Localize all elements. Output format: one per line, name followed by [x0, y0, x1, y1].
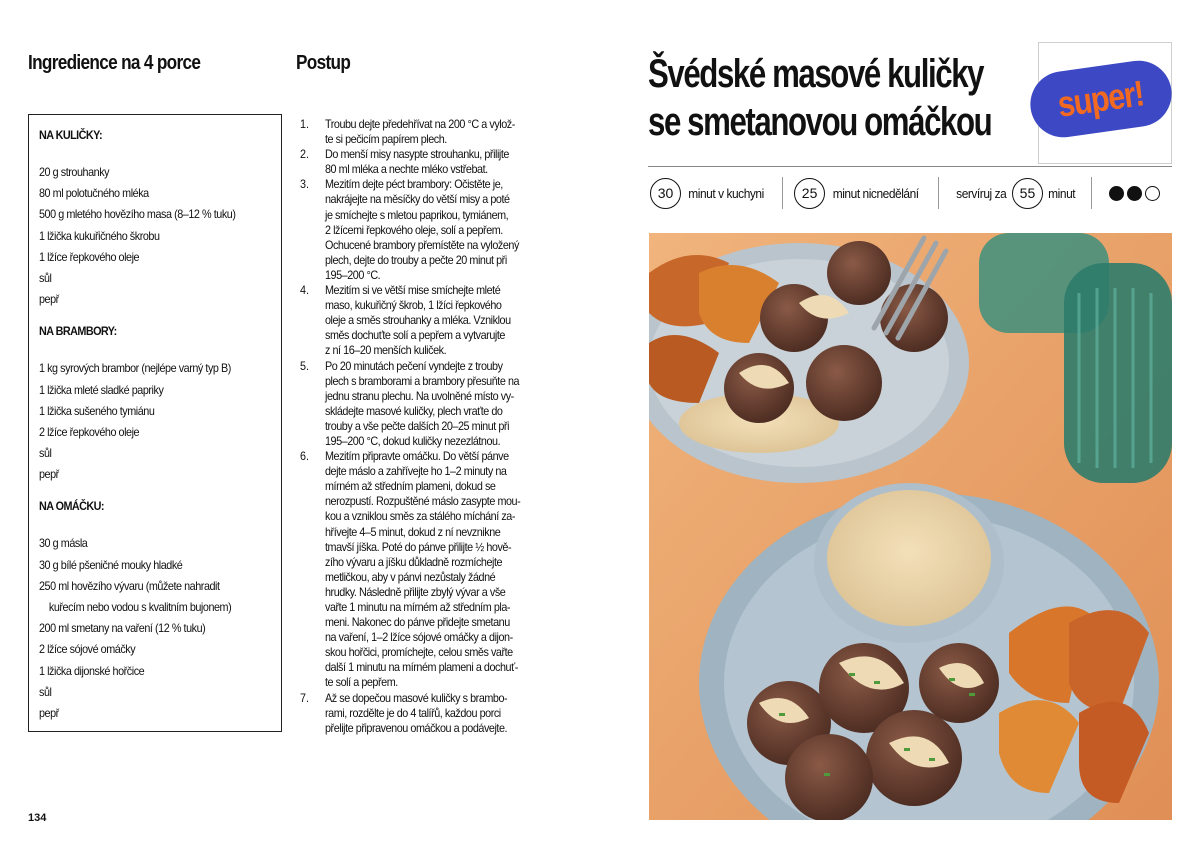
method-step: [300, 449, 565, 691]
serve-time: [950, 178, 1081, 209]
method-steps: [300, 117, 565, 736]
step-text-line: jednu stranu plechu. Na uvolněné místo vy-: [325, 388, 514, 403]
step-text-line: směs dochuťte solí a pepřem a vytvarujte: [325, 328, 505, 343]
difficulty-dot: [1127, 186, 1142, 201]
step-text-line: nakrájejte na měsíčky do větší misy a poté: [325, 192, 510, 207]
ingredients-title: Ingredience na 4 porce: [28, 52, 201, 74]
step-number: 6.: [300, 449, 310, 464]
idle-label: minut nicnedělání: [832, 185, 919, 201]
method-step: [300, 359, 565, 450]
step-text-line: 80 ml mléka a nechte mléko vstřebat.: [325, 162, 488, 177]
recipe-title-line: Švédské masové kuličky: [648, 52, 984, 96]
step-text-line: meni. Nakonec do pánve přidejte smetanu: [325, 615, 510, 630]
divider: [648, 166, 1172, 167]
step-text-line: Do menší misy nasypte strouhanku, přilijte: [325, 147, 509, 162]
section-heading: NA KULIČKY:: [39, 128, 103, 142]
step-text-line: plech, dejte do trouby a pečte 20 minut při: [325, 252, 507, 267]
step-text-line: hrudky. Následně přilijte zbylý vývar a vše: [325, 584, 506, 599]
idle-minutes: 25: [794, 178, 825, 209]
step-text-line: skládejte masové kuličky, plech vraťte do: [325, 403, 503, 418]
step-text-line: rami, rozdělte je do 4 talířů, každou porci: [325, 705, 501, 720]
ingredients-box: [28, 114, 282, 732]
ingredient-item: kuřecím nebo vodou s kvalitním bujonem): [48, 600, 232, 614]
step-text-line: mírném až středním plameni, dokud se: [325, 479, 496, 494]
step-text-line: Mezitím dejte péct brambory: Očistěte je,: [325, 177, 503, 192]
kitchen-label: minut v kuchyni: [688, 185, 764, 201]
step-text-line: plech s bramborami a brambory přesuňte na: [325, 373, 520, 388]
ingredient-item: 30 g bílé pšeničné mouky hladké: [39, 557, 183, 572]
serve-suffix: minut: [1048, 185, 1076, 201]
step-text-line: metličkou, aby v pánvi nezůstaly žádné: [325, 569, 496, 584]
ingredient-item: 1 lžička sušeného tymiánu: [39, 403, 155, 418]
method-step: [300, 283, 565, 358]
step-text-line: na vaření, 1–2 lžíce sójové omáčky a dijon-: [325, 630, 513, 645]
ingredient-item: 30 g másla: [39, 536, 88, 551]
step-text-line: z ní 16–20 menších kuliček.: [325, 343, 447, 358]
ingredient-item: 250 ml hovězího vývaru (můžete nahradit: [39, 578, 220, 593]
step-text-line: oleje a směs strouhanky a mléka. Vzniklou: [325, 313, 511, 328]
step-number: 4.: [300, 283, 310, 298]
ingredient-item: pepř: [39, 292, 59, 307]
ingredients-section-meatballs: [39, 125, 281, 310]
food-photo-meatballs-icon: [649, 233, 1172, 820]
step-text-line: zího vývaru a jíšku důkladně rozmíchejte: [325, 554, 503, 569]
page-number: 134: [28, 812, 47, 824]
method-step: [300, 691, 565, 736]
difficulty-dot: [1145, 186, 1160, 201]
step-text-line: 195–200 °C, dokud kuličky nezezlátnou.: [325, 433, 501, 448]
method-step: [300, 147, 565, 177]
step-text-line: hřívejte 4–5 minut, dokud z ní nevznikne: [325, 524, 501, 539]
ingredient-item: pepř: [39, 467, 59, 482]
recipe-title: [648, 50, 992, 146]
badge-text: super!: [1055, 72, 1147, 125]
method-step: [300, 117, 565, 147]
ingredient-item: sůl: [39, 270, 52, 285]
step-text-line: Mezitím připravte omáčku. Do větší pánve: [325, 449, 509, 464]
serve-minutes: 55: [1012, 178, 1043, 209]
section-heading: NA OMÁČKU:: [39, 499, 104, 514]
step-text-line: nerozpustí. Rozpuštěné máslo zasypte mou-: [325, 494, 521, 509]
step-text-line: další 1 minutu na mírném plameni a dochuť-: [325, 660, 518, 675]
step-number: 5.: [300, 358, 310, 373]
ingredient-item: 1 lžička mleté sladké papriky: [39, 382, 164, 397]
difficulty-indicator: [1109, 186, 1160, 201]
ingredient-item: sůl: [39, 684, 52, 699]
step-number: 3.: [300, 177, 310, 192]
ingredients-section-sauce: [39, 496, 281, 724]
divider: [938, 177, 939, 209]
divider: [782, 177, 783, 209]
step-text-line: Mezitím si ve větší mise smíchejte mleté: [325, 283, 501, 298]
kitchen-time: [650, 178, 771, 209]
ingredient-item: 1 lžička kukuřičného škrobu: [39, 228, 160, 243]
step-text-line: dejte máslo a zahřívejte ho 1–2 minuty na: [325, 464, 507, 479]
step-text-line: tmavší jíška. Poté do pánve přilijte ½ hově-: [325, 539, 512, 554]
step-text-line: Ochucené brambory přemístěte na vyložený: [325, 237, 519, 252]
ingredient-item: sůl: [39, 446, 52, 461]
divider: [1091, 177, 1092, 209]
step-text-line: skou hořčici, promíchejte, celou směs vařte: [325, 645, 513, 660]
section-heading: NA BRAMBORY:: [39, 324, 117, 339]
recipe-title-line: se smetanovou omáčkou: [648, 100, 992, 144]
step-text-line: trouby a vše pečte dalších 20–25 minut při: [325, 418, 510, 433]
difficulty-dot: [1109, 186, 1124, 201]
ingredient-item: 80 ml polotučného mléka: [39, 186, 149, 201]
ingredient-item: 2 lžíce řepkového oleje: [39, 424, 140, 439]
step-text-line: Až se dopečou masové kuličky s brambo-: [325, 690, 508, 705]
kitchen-minutes: 30: [650, 178, 681, 209]
step-text-line: je smíchejte s mletou paprikou, tymiánem,: [325, 207, 509, 222]
step-text-line: Troubu dejte předehřívat na 200 °C a vylož-: [325, 117, 515, 131]
step-text-line: Po 20 minutách pečení vyndejte z trouby: [325, 358, 503, 373]
step-number: 7.: [300, 690, 310, 705]
step-text-line: maso, kukuřičný škrob, 1 lžíci řepkového: [325, 298, 502, 313]
serve-prefix: servíruj za: [955, 185, 1006, 201]
step-text-line: te solí a pepřem.: [325, 675, 398, 690]
step-text-line: kou a vzniklou směs za stálého míchání za-: [325, 509, 515, 524]
step-text-line: te si pečicím papírem plech.: [325, 132, 447, 147]
ingredient-item: 1 kg syrových brambor (nejlépe varný typ B): [39, 361, 231, 376]
ingredients-section-potatoes: [39, 321, 281, 485]
step-text-line: přelijte připravenou omáčkou a podávejte.: [325, 720, 508, 735]
ingredient-item: 2 lžíce sójové omáčky: [39, 642, 136, 657]
ingredient-item: 1 lžíce řepkového oleje: [39, 249, 140, 264]
ingredient-item: 20 g strouhanky: [39, 165, 110, 179]
time-info-bar: [650, 175, 1172, 211]
method-title: Postup: [296, 52, 351, 74]
idle-time: [794, 178, 926, 209]
ingredient-item: pepř: [39, 705, 59, 720]
food-photo: [649, 233, 1172, 820]
step-number: 1.: [300, 117, 310, 131]
method-step: [300, 177, 565, 283]
ingredient-item: 200 ml smetany na vaření (12 % tuku): [39, 621, 206, 636]
step-number: 2.: [300, 147, 310, 162]
step-text-line: 195–200 °C.: [325, 267, 381, 282]
step-text-line: 2 lžícemi řepkového oleje, solí a pepřem.: [325, 222, 503, 237]
ingredient-item: 1 lžička dijonské hořčice: [39, 663, 145, 678]
ingredient-item: 500 g mletého hovězího masa (8–12 % tuku): [39, 207, 236, 222]
step-text-line: vařte 1 minutu na mírném až středním pla-: [325, 600, 511, 614]
